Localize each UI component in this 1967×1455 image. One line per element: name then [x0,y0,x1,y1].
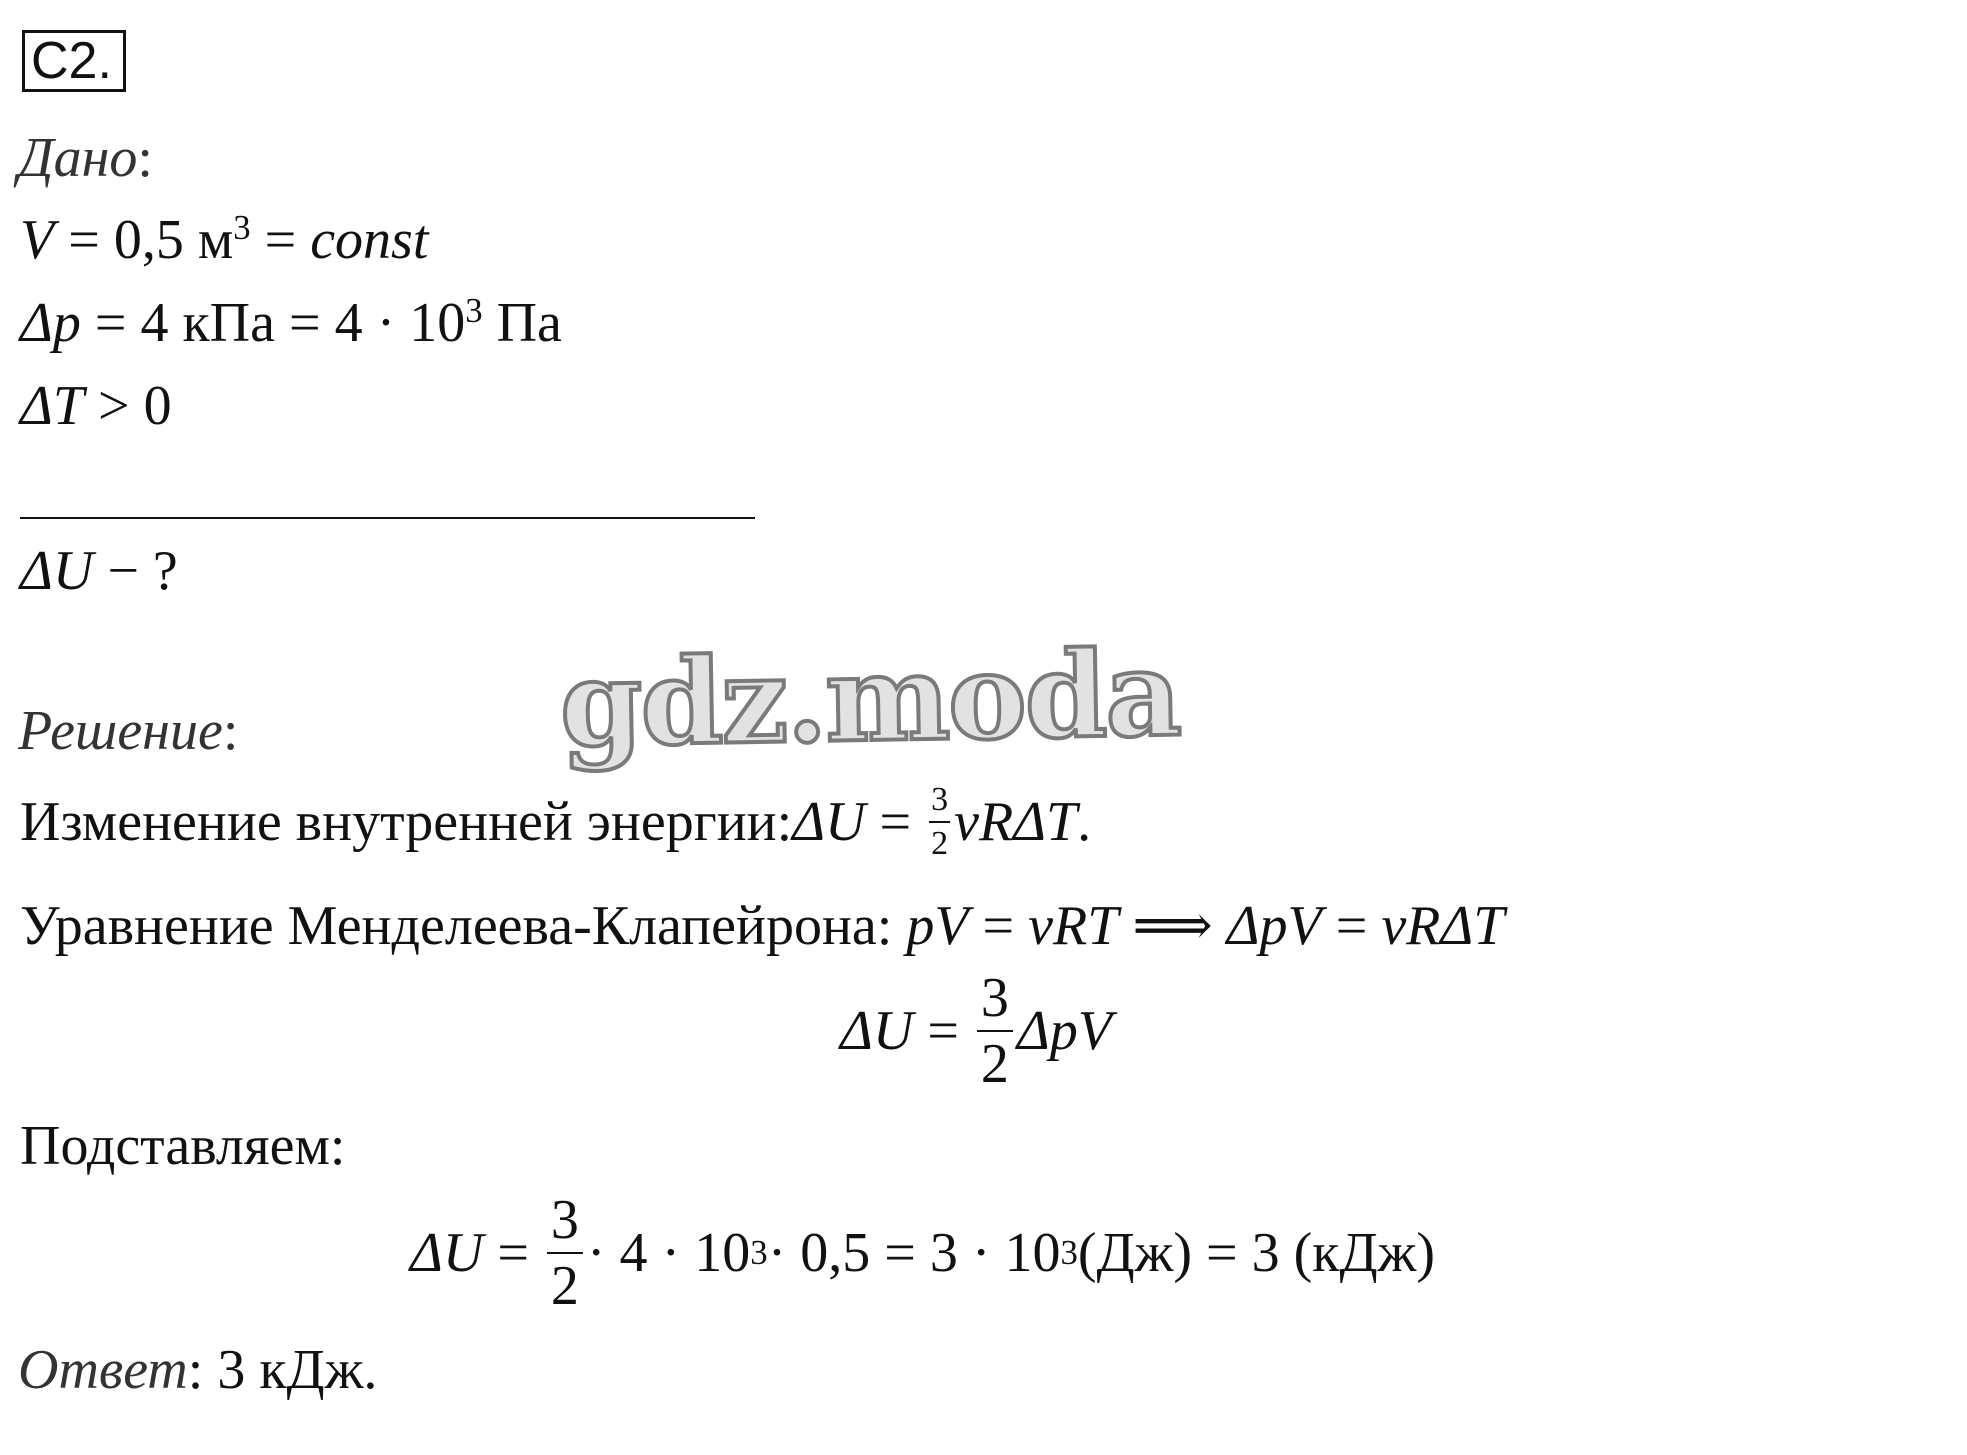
solution-heading: Решение: [18,700,239,762]
solution-substitute-label: Подставляем: [20,1115,346,1177]
given-volume: V = 0,5 $м^3$ = const [20,207,429,271]
answer-line: Ответ: 3 кДж. [18,1339,378,1401]
fraction: $\frac{3}{2}$ [547,1192,583,1314]
given-pressure-change: Δp = 4 кПа = $4 \cdot 10^3$ Па [20,290,562,354]
solution-energy-formula: Изменение внутренней энергии: ΔU = $\frac{3}{2}$ νRΔT . [20,781,1092,862]
given-temperature-change: ΔT > 0 [20,375,172,437]
solution-calculation: ΔU = $\frac{3}{2}$ · 4 · 10 3 · 0,5 = 3 · 10 3 (Дж) = 3 (кДж) [410,1189,1436,1317]
solution-energy-via-pressure: ΔU = $\frac{3}{2}$ ΔpV [840,967,1112,1095]
find-quantity: ΔU − ? [20,540,178,602]
given-divider [20,517,755,519]
task-number-label: C2. [22,30,126,92]
given-heading: Дано: [18,127,153,189]
fraction: $\frac{3}{2}$ [977,970,1013,1092]
watermark-logo: gdz.moda [558,623,1181,774]
fraction: $\frac{3}{2}$ [931,781,949,862]
solution-clapeyron-equation: Уравнение Менделеева-Клапейрона: pV = νRT ⟹ ΔpV = νRΔT [20,895,1505,957]
